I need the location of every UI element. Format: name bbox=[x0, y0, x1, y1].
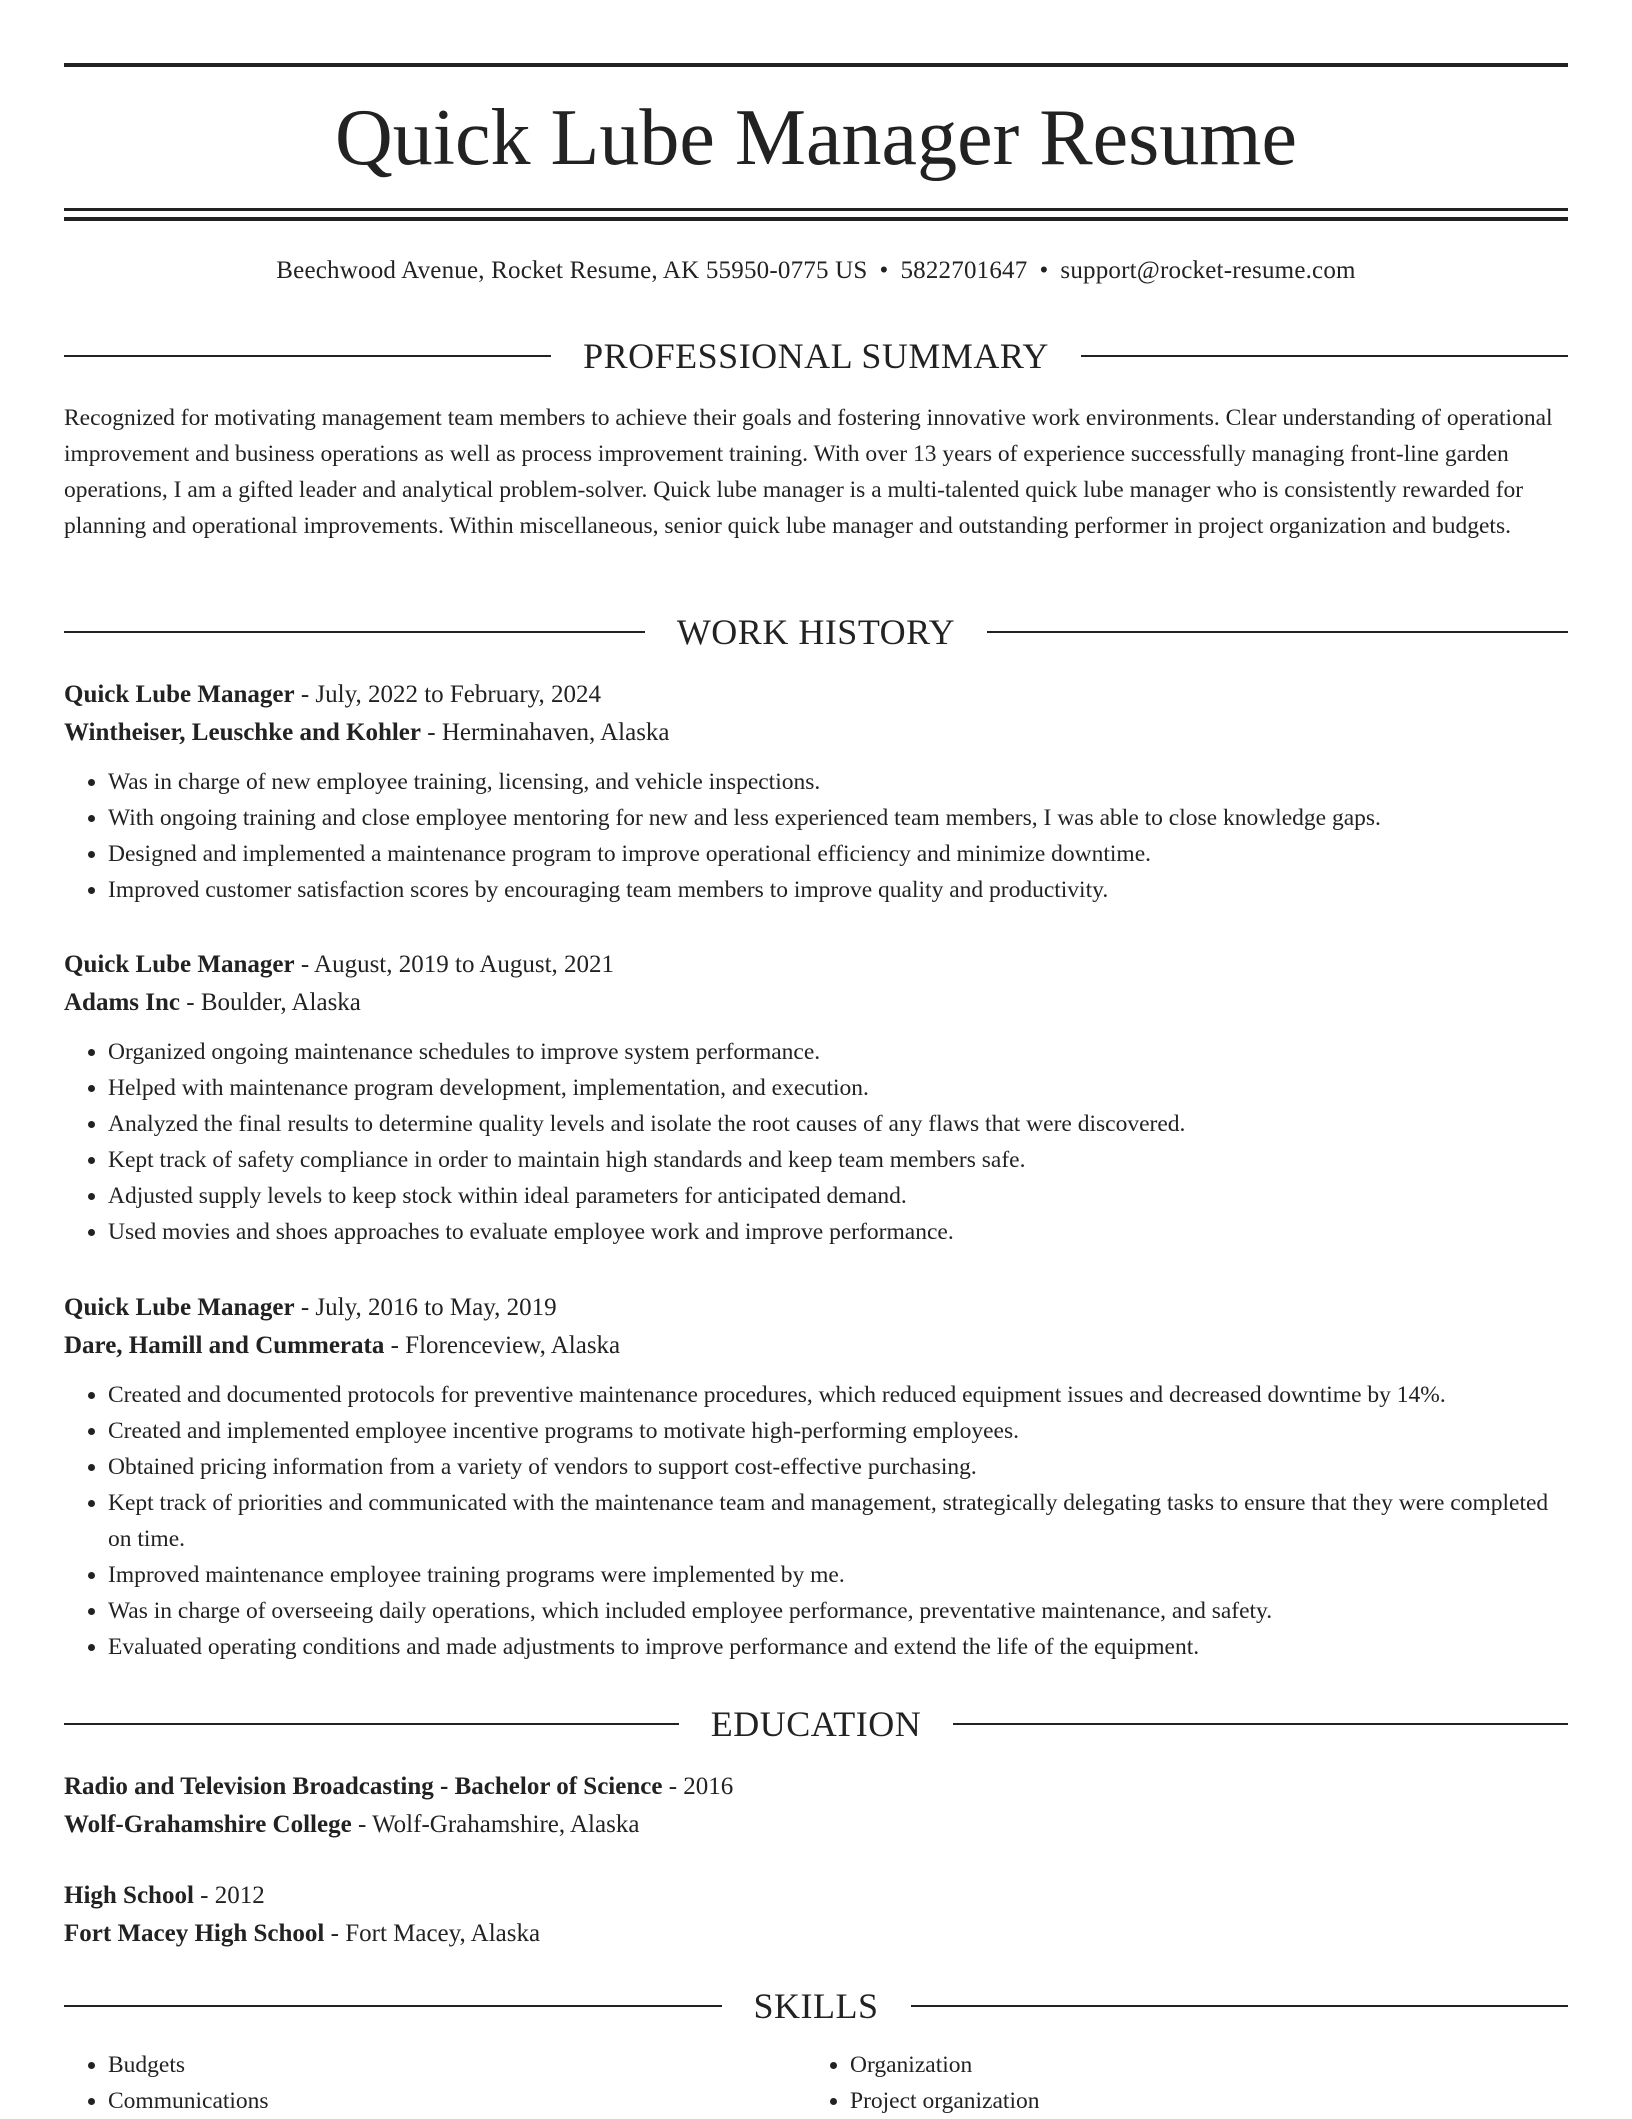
contact-separator: • bbox=[879, 257, 889, 284]
job-company: Wintheiser, Leuschke and Kohler bbox=[64, 719, 421, 746]
job-bullet: • Was in charge of overseeing daily operations, which included employee performance, preventative maintenance, and safety. bbox=[108, 1593, 1568, 1629]
section-header-skills bbox=[64, 1986, 1568, 2026]
section-rule bbox=[64, 1723, 679, 1725]
skills-list bbox=[64, 2047, 1568, 2119]
job-location: - Herminahaven, Alaska bbox=[421, 719, 670, 746]
section-rule bbox=[64, 2005, 722, 2007]
job-title: Quick Lube Manager bbox=[64, 951, 295, 978]
job-entry bbox=[64, 946, 1568, 1250]
job-bullet: • Designed and implemented a maintenance program to improve operational efficiency and minimize downtime. bbox=[108, 836, 1568, 872]
job-bullet: • Used movies and shoes approaches to evaluate employee work and improve performance. bbox=[108, 1214, 1568, 1250]
education-entry bbox=[64, 1768, 1568, 1844]
edu-location: - Wolf-Grahamshire, Alaska bbox=[351, 1811, 640, 1838]
skill-item: • Budgets bbox=[108, 2047, 806, 2083]
section-header-work bbox=[64, 612, 1568, 652]
job-title-line bbox=[64, 1289, 1568, 1327]
section-rule bbox=[953, 1723, 1568, 1725]
job-bullet: • Was in charge of new employee training, licensing, and vehicle inspections. bbox=[108, 764, 1568, 800]
edu-location: - Fort Macey, Alaska bbox=[324, 1920, 541, 1947]
job-bullets bbox=[64, 764, 1568, 908]
section-title: PROFESSIONAL SUMMARY bbox=[583, 336, 1049, 376]
contact-line bbox=[64, 256, 1568, 286]
job-bullet: • Helped with maintenance program development, implementation, and execution. bbox=[108, 1070, 1568, 1106]
edu-degree-line bbox=[64, 1877, 1568, 1915]
job-bullet: • Analyzed the final results to determine quality levels and isolate the root causes of any flaws that were discovered. bbox=[108, 1106, 1568, 1142]
job-bullets bbox=[64, 1377, 1568, 1665]
job-dates: - July, 2022 to February, 2024 bbox=[294, 681, 602, 708]
job-bullet: • Kept track of safety compliance in order to maintain high standards and keep team members safe. bbox=[108, 1142, 1568, 1178]
job-location: - Boulder, Alaska bbox=[180, 989, 361, 1016]
section-title: SKILLS bbox=[753, 1986, 879, 2026]
edu-degree-line bbox=[64, 1768, 1568, 1806]
job-entry bbox=[64, 1289, 1568, 1665]
summary-text: Recognized for motivating management team members to achieve their goals and fostering innovative work environments. Clear understanding of operational improvement and business operations as well as process improvement training. With over 13 years of experience successfully managing front-line garden operations, I am a gifted leader and analytical problem-solver. Quick lube manager is a multi-talented quick lube manager who is consistently rewarded for planning and operational improvements. Within miscellaneous, senior quick lube manager and outstanding performer in project organization and budgets. bbox=[64, 405, 1553, 539]
section-rule bbox=[911, 2005, 1569, 2007]
section-title: WORK HISTORY bbox=[676, 612, 956, 652]
skills-column-right bbox=[806, 2047, 1548, 2119]
job-location: - Florenceview, Alaska bbox=[384, 1332, 621, 1359]
job-dates: - July, 2016 to May, 2019 bbox=[294, 1294, 557, 1321]
section-header-education bbox=[64, 1704, 1568, 1744]
section-rule bbox=[64, 355, 551, 357]
job-bullet: • Evaluated operating conditions and made adjustments to improve performance and extend the life of the equipment. bbox=[108, 1629, 1568, 1665]
job-company-line bbox=[64, 714, 1568, 752]
job-bullet: • Created and documented protocols for preventive maintenance procedures, which reduced equipment issues and decreased downtime by 14%. bbox=[108, 1377, 1568, 1413]
contact-separator: • bbox=[1039, 257, 1049, 284]
edu-school: Wolf-Grahamshire College bbox=[64, 1811, 352, 1838]
section-header-summary bbox=[64, 336, 1568, 376]
job-company-line bbox=[64, 984, 1568, 1022]
job-bullet: • Adjusted supply levels to keep stock within ideal parameters for anticipated demand. bbox=[108, 1178, 1568, 1214]
skills-column-left bbox=[64, 2047, 806, 2119]
page-title: Quick Lube Manager Resume bbox=[335, 94, 1297, 182]
job-company-line bbox=[64, 1327, 1568, 1365]
edu-school-line bbox=[64, 1806, 1568, 1844]
job-bullet: • Obtained pricing information from a variety of vendors to support cost-effective purchasing. bbox=[108, 1449, 1568, 1485]
contact-email: support@rocket-resume.com bbox=[1060, 257, 1356, 284]
skill-item: • Organization bbox=[850, 2047, 1548, 2083]
job-bullet: • Created and implemented employee incentive programs to motivate high-performing employees. bbox=[108, 1413, 1568, 1449]
edu-year: - 2012 bbox=[193, 1882, 265, 1909]
title-double-rule bbox=[64, 208, 1568, 221]
job-title: Quick Lube Manager bbox=[64, 1294, 295, 1321]
edu-school-line bbox=[64, 1915, 1568, 1953]
section-rule bbox=[987, 631, 1568, 633]
job-title-line bbox=[64, 676, 1568, 714]
job-bullet: • Improved maintenance employee training programs were implemented by me. bbox=[108, 1557, 1568, 1593]
edu-school: Fort Macey High School bbox=[64, 1920, 325, 1947]
job-entry bbox=[64, 676, 1568, 908]
job-bullet: • Kept track of priorities and communicated with the maintenance team and management, strategically delegating tasks to ensure that they were completed on time. bbox=[108, 1485, 1568, 1557]
section-rule bbox=[64, 631, 645, 633]
contact-address: Beechwood Avenue, Rocket Resume, AK 55950-0775 US bbox=[276, 257, 868, 284]
edu-year: - 2016 bbox=[662, 1773, 734, 1800]
job-bullet: • Organized ongoing maintenance schedules to improve system performance. bbox=[108, 1034, 1568, 1070]
skill-item: • Communications bbox=[108, 2083, 806, 2119]
edu-degree: Radio and Television Broadcasting - Bachelor of Science bbox=[64, 1773, 663, 1800]
job-bullet: • Improved customer satisfaction scores by encouraging team members to improve quality and productivity. bbox=[108, 872, 1568, 908]
section-rule bbox=[1081, 355, 1568, 357]
job-title: Quick Lube Manager bbox=[64, 681, 295, 708]
job-company: Adams Inc bbox=[64, 989, 180, 1016]
contact-phone: 5822701647 bbox=[900, 257, 1028, 284]
edu-degree: High School bbox=[64, 1882, 194, 1909]
job-bullets bbox=[64, 1034, 1568, 1250]
job-dates: - August, 2019 to August, 2021 bbox=[294, 951, 615, 978]
job-title-line bbox=[64, 946, 1568, 984]
skill-item: • Project organization bbox=[850, 2083, 1548, 2119]
education-entry bbox=[64, 1877, 1568, 1953]
section-title: EDUCATION bbox=[710, 1704, 922, 1744]
top-rule bbox=[64, 63, 1568, 67]
job-company: Dare, Hamill and Cummerata bbox=[64, 1332, 385, 1359]
job-bullet: • With ongoing training and close employee mentoring for new and less experienced team members, I was able to close knowledge gaps. bbox=[108, 800, 1568, 836]
